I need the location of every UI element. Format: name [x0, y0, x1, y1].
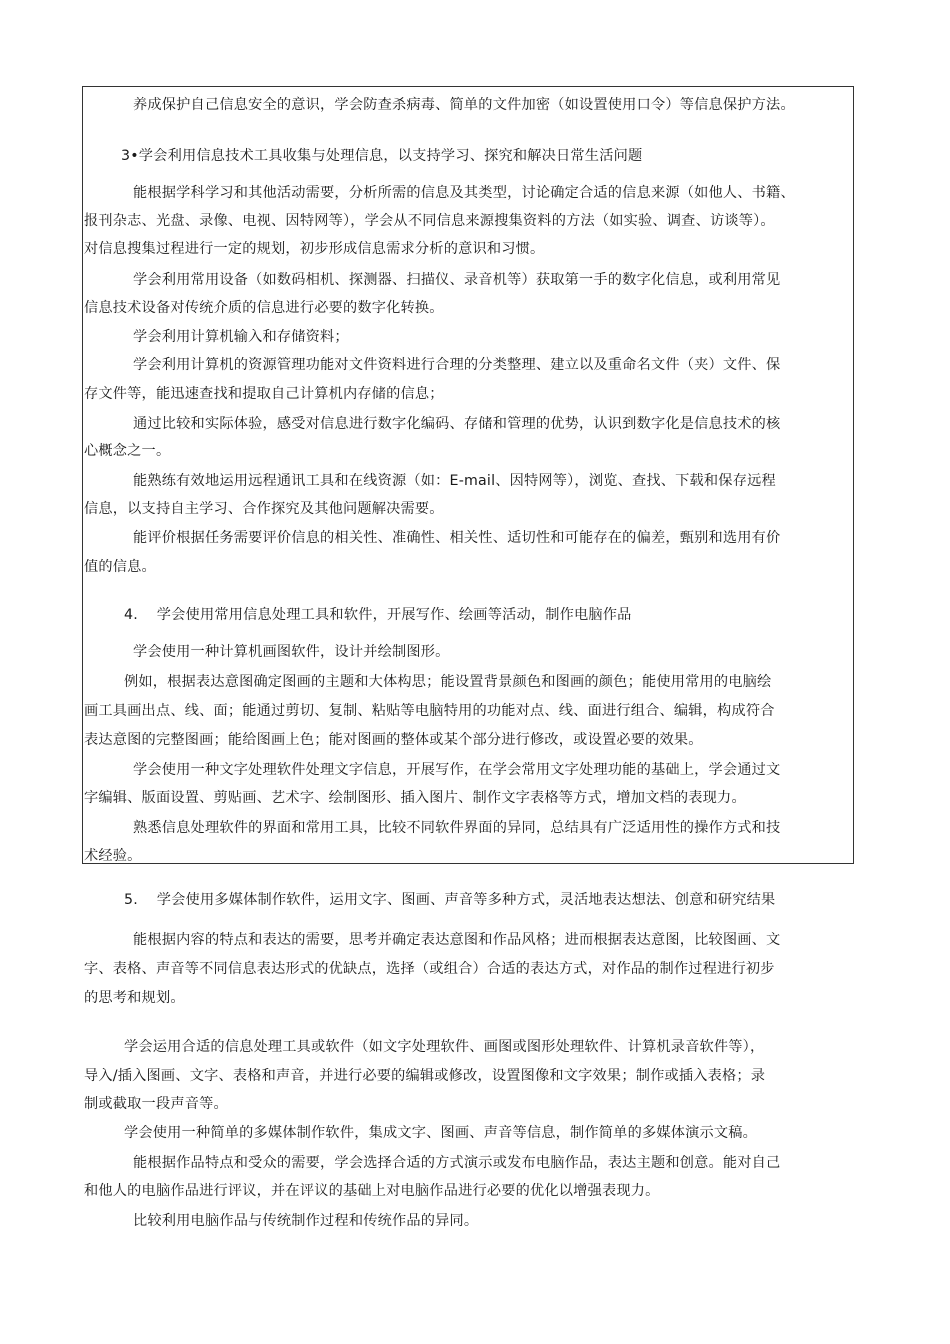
text-line: 能根据学科学习和其他活动需要，分析所需的信息及其类型，讨论确定合适的信息来源（如他人、书籍、 — [133, 185, 795, 201]
text-line: 学会利用计算机的资源管理功能对文件资料进行合理的分类整理、建立以及重命名文件（夹）文件、保 — [133, 357, 781, 373]
text-line: 能评价根据任务需要评价信息的相关性、准确性、相关性、适切性和可能存在的偏差，甄别和选用有价 — [133, 530, 781, 546]
text-line: 学会使用一种文字处理软件处理文字信息，开展写作，在学会常用文字处理功能的基础上，学会通过文 — [133, 762, 781, 778]
text-line: 报刊杂志、光盘、录像、电视、因特网等），学会从不同信息来源搜集资料的方法（如实验、调查、访谈等）。 — [84, 213, 775, 229]
text-line: 能根据内容的特点和表达的需要，思考并确定表达意图和作品风格；进而根据表达意图，比较图画、文 — [133, 932, 781, 948]
text-line: 术经验。 — [84, 848, 142, 864]
text-line: 信息技术设备对传统介质的信息进行必要的数字化转换。 — [84, 300, 444, 316]
text-line: 信息，以支持自主学习、合作探究及其他问题解决需要。 — [84, 501, 444, 517]
text-line: 通过比较和实际体验，感受对信息进行数字化编码、存储和管理的优势，认识到数字化是信息技术的核 — [133, 416, 781, 432]
text-line: 的思考和规划。 — [84, 990, 185, 1006]
text-line: 存文件等，能迅速查找和提取自己计算机内存储的信息； — [84, 386, 444, 402]
heading-item-4: 4. 学会使用常用信息处理工具和软件，开展写作、绘画等活动，制作电脑作品 — [124, 607, 632, 623]
text-line: 和他人的电脑作品进行评议，并在评议的基础上对电脑作品进行必要的优化以增强表现力。 — [84, 1183, 660, 1199]
text-line: 值的信息。 — [84, 559, 156, 575]
text-line: 学会使用一种计算机画图软件，设计并绘制图形。 — [133, 644, 450, 660]
text-line: 表达意图的完整图画；能给图画上色；能对图画的整体或某个部分进行修改，或设置必要的效果。 — [84, 732, 703, 748]
text-line: 养成保护自己信息安全的意识，学会防查杀病毒、简单的文件加密（如设置使用口令）等信息保护方法。 — [133, 97, 795, 113]
heading-item-5: 5. 学会使用多媒体制作软件，运用文字、图画、声音等多种方式，灵活地表达想法、创意和研究结果 — [124, 892, 776, 908]
text-line: 学会利用常用设备（如数码相机、探测器、扫描仪、录音机等）获取第一手的数字化信息，或利用常见 — [133, 272, 781, 288]
text-line: 比较利用电脑作品与传统制作过程和传统作品的异同。 — [133, 1213, 479, 1229]
text-line: 导入/插入图画、文字、表格和声音，并进行必要的编辑或修改，设置图像和文字效果；制作或插入表格；录 — [84, 1068, 766, 1084]
text-line: 画工具画出点、线、面；能通过剪切、复制、粘贴等电脑特用的功能对点、线、面进行组合、编辑，构成符合 — [84, 703, 775, 719]
text-line: 制或截取一段声音等。 — [84, 1096, 228, 1112]
text-line: 熟悉信息处理软件的界面和常用工具，比较不同软件界面的异同，总结具有广泛适用性的操作方式和技 — [133, 820, 781, 836]
text-line: 例如，根据表达意图确定图画的主题和大体构思；能设置背景颜色和图画的颜色；能使用常用的电脑绘 — [124, 674, 772, 690]
text-line: 字编辑、版面设置、剪贴画、艺术字、绘制图形、插入图片、制作文字表格等方式，增加文档的表现力。 — [84, 790, 746, 806]
text-line: 心概念之一。 — [84, 443, 171, 459]
text-line: 对信息搜集过程进行一定的规划，初步形成信息需求分析的意识和习惯。 — [84, 241, 545, 257]
text-line: 能根据作品特点和受众的需要，学会选择合适的方式演示或发布电脑作品，表达主题和创意。能对自己 — [133, 1155, 781, 1171]
text-line: 能熟练有效地运用远程通讯工具和在线资源（如：E-mail、因特网等），浏览、查找、下载和保存远程 — [133, 473, 776, 489]
text-line: 学会运用合适的信息处理工具或软件（如文字处理软件、画图或图形处理软件、计算机录音软件等）， — [124, 1039, 765, 1055]
text-line: 字、表格、声音等不同信息表达形式的优缺点，选择（或组合）合适的表达方式，对作品的制作过程进行初步 — [84, 961, 775, 977]
text-line: 学会利用计算机输入和存储资料； — [133, 329, 349, 345]
heading-item-3: 3•学会利用信息技术工具收集与处理信息，以支持学习、探究和解决日常生活问题 — [121, 148, 643, 164]
text-line: 学会使用一种简单的多媒体制作软件，集成文字、图画、声音等信息，制作简单的多媒体演示文稿。 — [124, 1125, 758, 1141]
